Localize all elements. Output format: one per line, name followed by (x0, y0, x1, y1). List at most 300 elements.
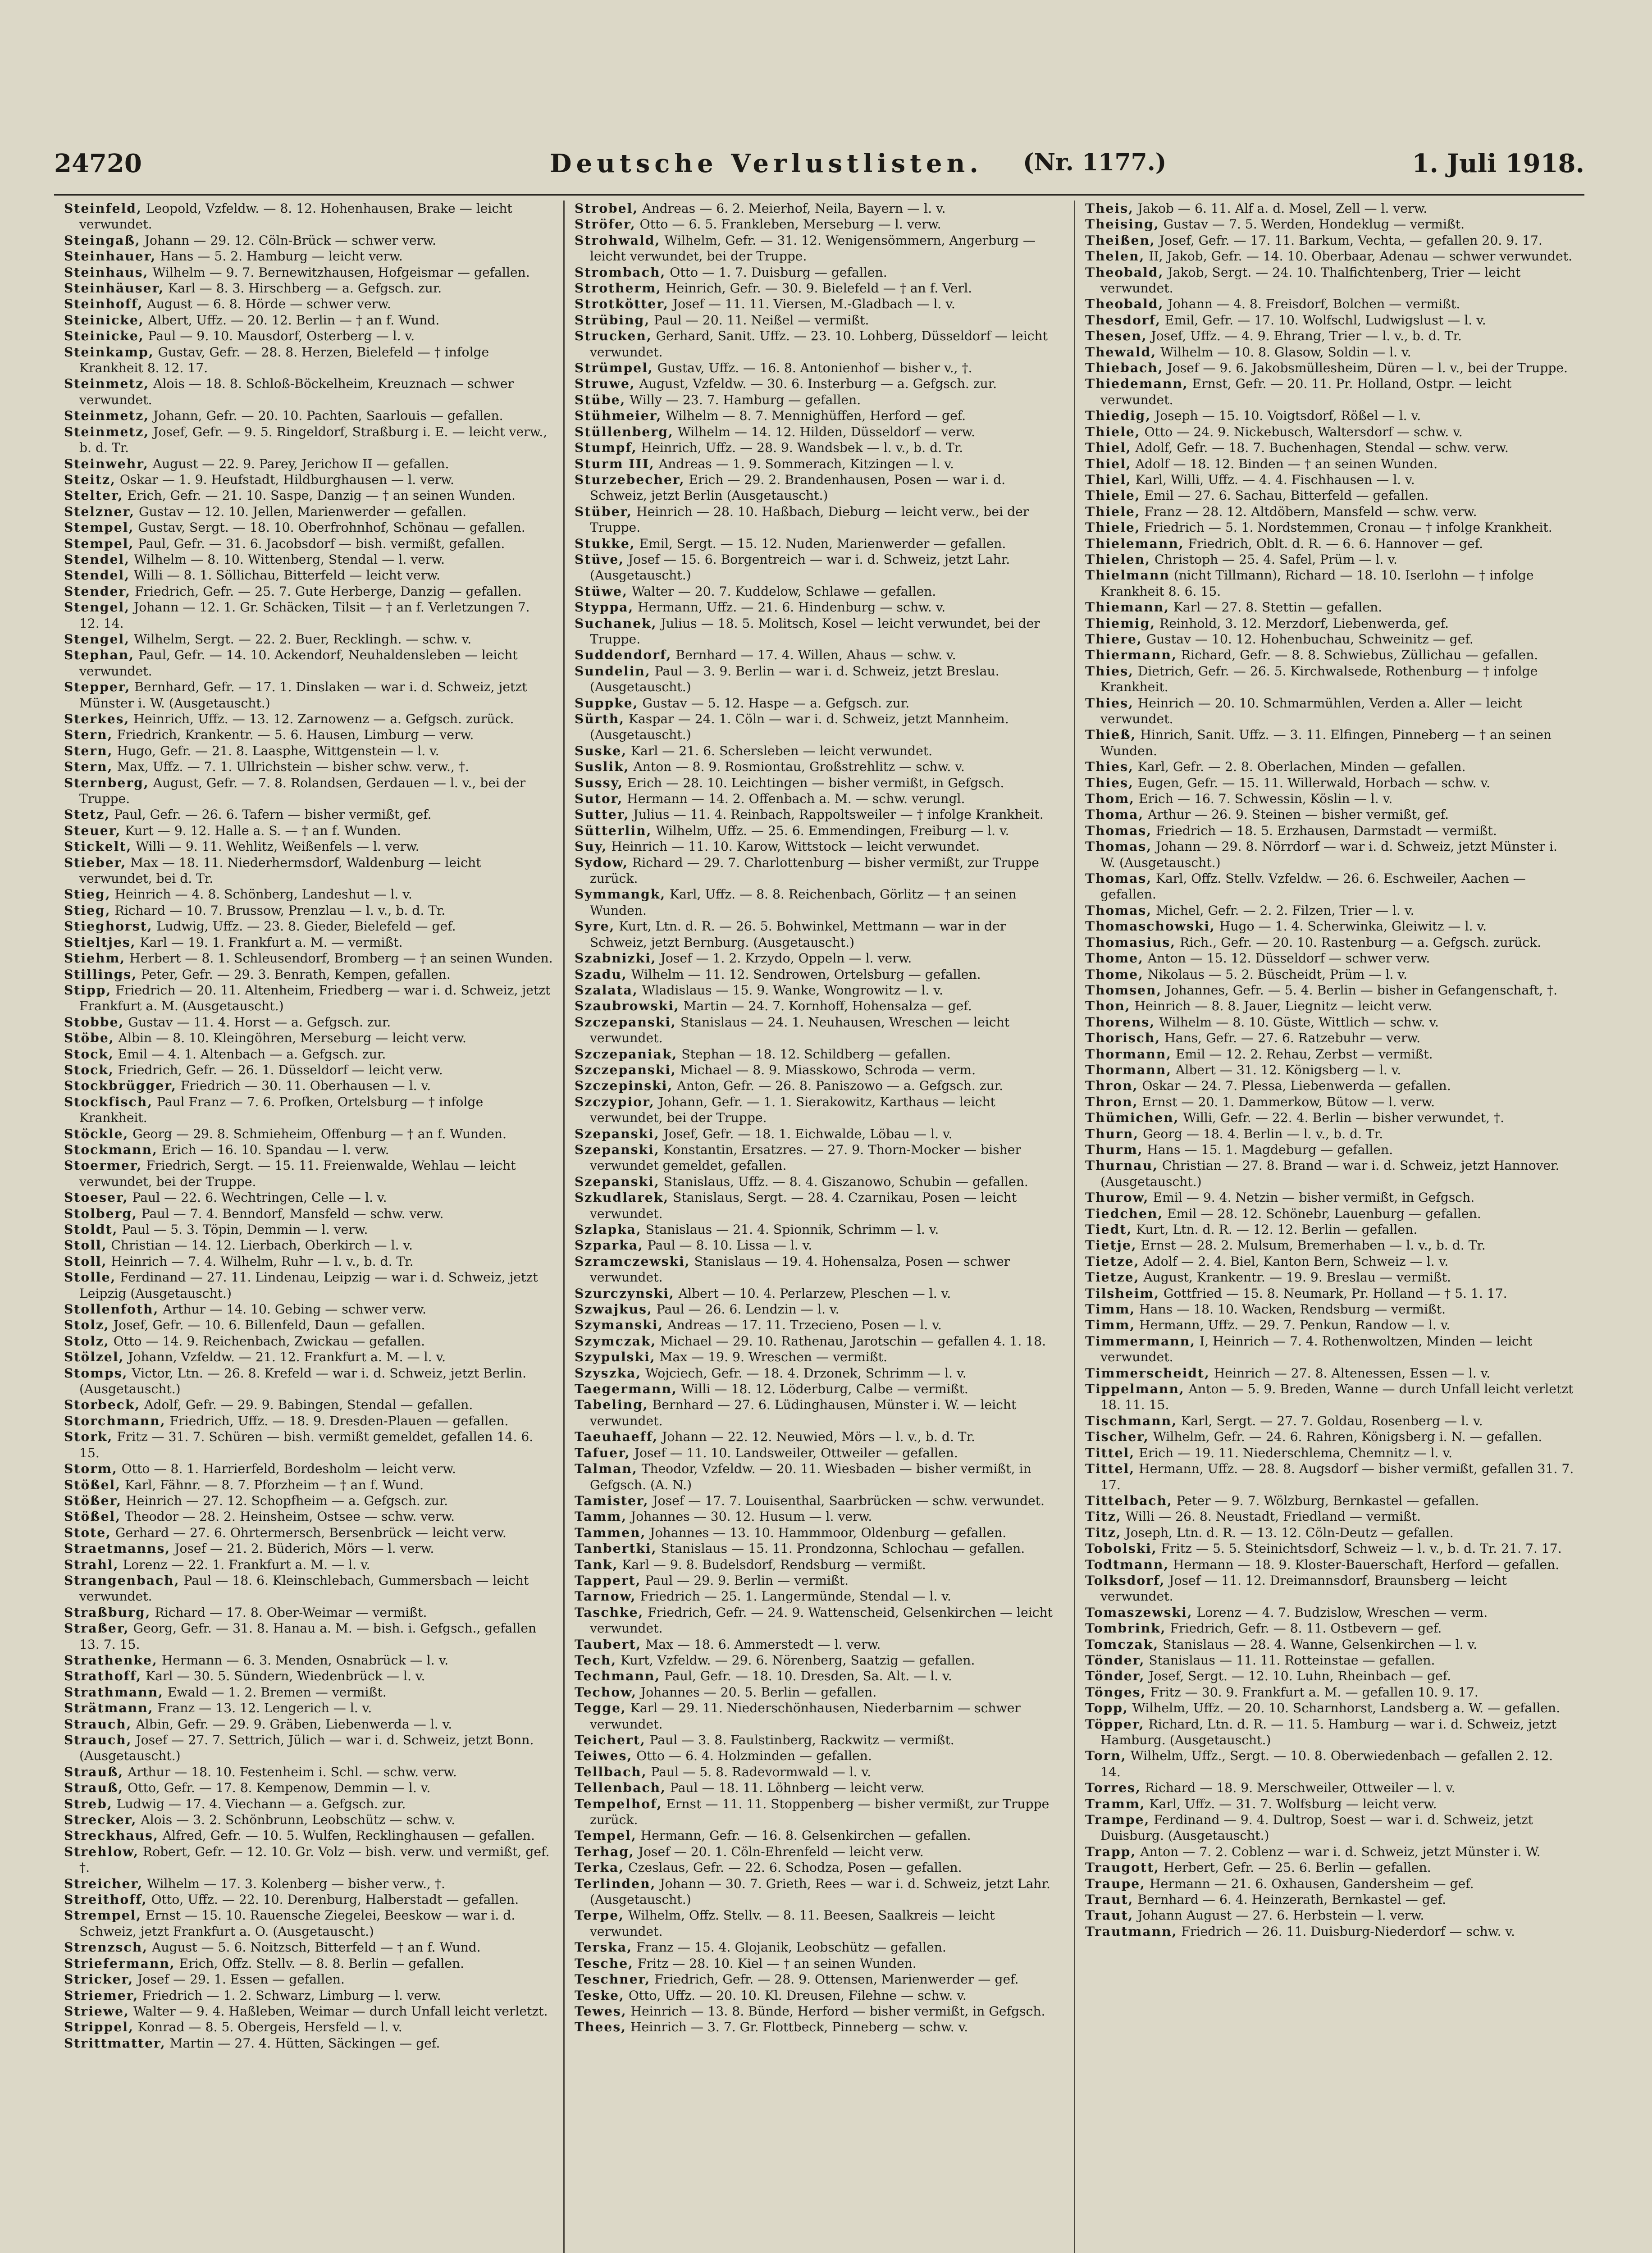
list-item (64, 1158, 553, 1190)
list-item (1085, 201, 1574, 216)
entry-details: Johann, Gefr. — 1. 1. Sierakowitz, Karthaus — leicht verwundet, bei der Truppe. (590, 1094, 995, 1126)
list-item (64, 1429, 553, 1461)
entry-surname: Stempel, (64, 520, 134, 535)
entry-surname: Tittel, (1085, 1445, 1135, 1460)
entry-surname: Stukke, (575, 536, 635, 551)
entry-details: Erich, Gefr. — 21. 10. Saspe, Danzig — † an seinen Wunden. (127, 488, 516, 503)
entry-surname: Strecker, (64, 1812, 137, 1828)
entry-surname: Stoldt, (64, 1222, 118, 1237)
list-item (1085, 1700, 1574, 1716)
list-item (575, 1381, 1064, 1397)
list-item (1085, 552, 1574, 567)
entry-surname: Stendel, (64, 552, 130, 567)
entry-surname: Stölzel, (64, 1350, 124, 1365)
entry-details: Ernst — 20. 1. Dammerkow, Bütow — l. verw. (1142, 1094, 1435, 1109)
list-item (64, 1796, 553, 1812)
entry-details: Erich — 29. 2. Brandenhausen, Posen — war i. d. Schweiz, jetzt Berlin (Ausgetauscht.) (590, 472, 1006, 503)
entry-details: Konstantin, Ersatzres. — 27. 9. Thorn-Mocker — bisher verwundet gemeldet, gefallen. (590, 1142, 1021, 1173)
list-item (64, 488, 553, 503)
entry-surname: Sürth, (575, 711, 625, 726)
entry-details: Joseph — 15. 10. Voigtsdorf, Rößel — l. v. (1155, 408, 1421, 424)
entry-details: Heinrich — 7. 4. Wilhelm, Ruhr — l. v., b. d. Tr. (111, 1254, 414, 1269)
entry-surname: Taubert, (575, 1637, 642, 1652)
entry-surname: Stößer, (64, 1493, 122, 1508)
entry-details: Friedrich, Sergt. — 15. 11. Freienwalde, Wehlau — leicht verwundet, bei der Truppe. (79, 1158, 516, 1189)
entry-surname: Thomas, (1085, 903, 1152, 918)
entry-surname: Thesen, (1085, 328, 1147, 344)
entry-surname: Steinfeld, (64, 201, 142, 216)
list-item (1085, 1892, 1574, 1907)
list-item (575, 472, 1064, 504)
entry-surname: Thümichen, (1085, 1110, 1179, 1126)
list-item (575, 982, 1064, 998)
entry-details: Wilhelm, Sergt. — 22. 2. Buer, Recklingh. — schw. v. (133, 631, 472, 647)
entry-details: Stanislaus — 28. 4. Wanne, Gelsenkirchen — l. v. (1163, 1637, 1478, 1652)
entry-surname: Tarnow, (575, 1589, 636, 1604)
entry-details: Willi — 8. 1. Söllichau, Bitterfeld — leicht verw. (133, 568, 441, 583)
entry-surname: Striewe, (64, 2003, 129, 2019)
entry-surname: Stieghorst, (64, 919, 153, 934)
list-item (64, 344, 553, 376)
entry-surname: Thurn, (1085, 1126, 1139, 1141)
list-item (64, 1684, 553, 1700)
entry-details: Friedrich — 20. 11. Altenheim, Friedberg — war i. d. Schweiz, jetzt Frankfurt a. M. (Ausgetauscht.) (79, 982, 551, 1014)
entry-surname: Stüber, (575, 504, 633, 519)
entry-details: Hans — 5. 2. Hamburg — leicht verw. (160, 249, 403, 264)
entry-details: Hinrich, Sanit. Uffz. — 3. 11. Elfingen, Pinneberg — † an seinen Wunden. (1100, 727, 1552, 758)
list-item (64, 1652, 553, 1668)
entry-details: Johann — 30. 7. Grieth, Rees — war i. d. Schweiz, jetzt Lahr. (Ausgetauscht.) (590, 1876, 1050, 1907)
entry-surname: Torn, (1085, 1748, 1127, 1764)
list-item (64, 1988, 553, 2003)
list-item (1085, 1030, 1574, 1046)
entry-details: Emil — 12. 2. Rehau, Zerbst — vermißt. (1175, 1046, 1433, 1062)
entry-details: Andreas — 6. 2. Meierhof, Neila, Bayern — l. v. (642, 201, 946, 216)
list-item (64, 1716, 553, 1732)
list-item (575, 791, 1064, 807)
list-item (64, 967, 553, 982)
list-item (575, 775, 1064, 791)
list-item (1085, 1844, 1574, 1860)
list-item (575, 759, 1064, 775)
entry-surname: Stengel, (64, 600, 130, 615)
entry-surname: Tiedchen, (1085, 1206, 1164, 1221)
entry-surname: Traut, (1085, 1908, 1134, 1923)
list-item (64, 1046, 553, 1062)
entry-details: Gustav, Sergt. — 18. 10. Oberfrohnhof, Schönau — gefallen. (138, 520, 525, 535)
entry-surname: Striefermann, (64, 1956, 175, 1971)
entry-surname: Strohwald, (575, 233, 661, 248)
entry-details: (nicht Tillmann), Richard — 18. 10. Iserlohn — † infolge Krankheit 8. 6. 15. (1100, 568, 1534, 599)
entry-surname: Thorisch, (1085, 1031, 1161, 1046)
entry-surname: Stoeser, (64, 1190, 128, 1205)
entry-details: Walter — 20. 7. Kuddelow, Schlawe — gefallen. (631, 584, 936, 599)
entry-surname: Steinwehr, (64, 456, 149, 471)
list-item (575, 1541, 1064, 1556)
entry-details: Gustav — 10. 12. Hohenbuchau, Schweinitz — gef. (1146, 631, 1474, 647)
entry-details: Wilhelm — 14. 12. Hilden, Düsseldorf — verw. (677, 424, 976, 439)
entry-details: Johann — 29. 8. Nörrdorf — war i. d. Schweiz, jetzt Münster i. W. (Ausgetauscht.) (1100, 839, 1557, 870)
entry-details: Erich — 19. 11. Niederschlema, Chemnitz — l. v. (1139, 1445, 1453, 1460)
list-item (64, 1254, 553, 1269)
entry-details: Richard — 18. 9. Merschweiler, Ottweiler — l. v. (1145, 1780, 1456, 1796)
entry-surname: Steitz, (64, 472, 116, 487)
entry-details: Albert — 31. 12. Königsberg — l. v. (1175, 1062, 1401, 1077)
entry-details: Alfred, Gefr. — 10. 5. Wulfen, Recklinghausen — gefallen. (162, 1828, 535, 1843)
issue-number: (Nr. 1177.) (1023, 149, 1167, 176)
list-item (64, 1237, 553, 1253)
entry-surname: Strippel, (64, 2020, 134, 2035)
list-item (575, 424, 1064, 440)
entry-details: Paul — 3. 9. Berlin — war i. d. Schweiz, jetzt Breslau. (Ausgetauscht.) (590, 663, 999, 695)
entry-surname: Szkudlarek, (575, 1190, 669, 1205)
entry-surname: Stüve, (575, 552, 624, 567)
entry-details: Karl, Offz. Stellv. Vzfeldw. — 26. 6. Eschweiler, Aachen — gefallen. (1100, 871, 1526, 902)
list-item (64, 1014, 553, 1030)
entry-details: Hermann, Uffz. — 28. 8. Augsdorf — bisher vermißt, gefallen 31. 7. 17. (1100, 1461, 1574, 1492)
entry-details: Heinrich, Gefr. — 30. 9. Bielefeld — † an f. Verl. (665, 281, 972, 296)
list-item (1085, 1094, 1574, 1110)
entry-details: Otto, Uffz. — 20. 10. Kl. Dreusen, Filehne — schw. v. (628, 1988, 967, 2003)
entry-surname: Terska, (575, 1940, 633, 1955)
entry-details: Karl — 29. 11. Niederschönhausen, Niederbarnim — schwer verwundet. (590, 1701, 1021, 1732)
entry-surname: Tech, (575, 1652, 617, 1668)
entry-surname: Strathoff, (64, 1669, 142, 1684)
entry-details: Johannes, Gefr. — 5. 4. Berlin — bisher in Gefangenschaft, †. (1166, 982, 1558, 998)
list-item (1085, 950, 1574, 966)
list-item (64, 2035, 553, 2051)
list-item (575, 1429, 1064, 1445)
entry-details: Paul, Gefr. — 14. 10. Ackendorf, Neuhaldensleben — leicht verwundet. (79, 648, 518, 679)
list-item (64, 248, 553, 264)
entry-surname: Tönder, (1085, 1652, 1145, 1668)
entry-details: Hermann, Uffz. — 21. 6. Hindenburg — schw. v. (638, 600, 946, 615)
list-item (575, 536, 1064, 552)
entry-details: Paul — 3. 8. Faulstinberg, Rackwitz — vermißt. (649, 1733, 954, 1747)
list-item (575, 376, 1064, 392)
entry-surname: Tischmann, (1085, 1413, 1177, 1428)
entry-details: Gerhard — 27. 6. Ohrtermersch, Bersenbrück — leicht verw. (115, 1525, 507, 1540)
entry-surname: Stote, (64, 1525, 111, 1540)
entry-details: Friedrich, Uffz. — 18. 9. Dresden-Plauen — gefallen. (169, 1413, 509, 1428)
entry-details: Gustav — 5. 12. Haspe — a. Gefgsch. zur. (642, 695, 910, 711)
list-item (1085, 1286, 1574, 1301)
entry-surname: Strittmatter, (64, 2035, 166, 2051)
entry-surname: Stöbe, (64, 1031, 114, 1046)
entry-surname: Thiele, (1085, 504, 1141, 519)
entry-details: Stanislaus — 24. 1. Neuhausen, Wreschen — leicht verwundet. (590, 1014, 1010, 1046)
entry-details: Ernst, Gefr. — 20. 11. Pr. Holland, Ostpr. — leicht verwundet. (1100, 376, 1512, 407)
entry-details: Friedrich — 18. 5. Erzhausen, Darmstadt — vermißt. (1156, 823, 1497, 838)
entry-details: Richard — 17. 8. Ober-Weimar — vermißt. (155, 1605, 427, 1620)
entry-surname: Sydow, (575, 855, 629, 870)
entry-details: Martin — 24. 7. Kornhoff, Hohensalza — gef. (683, 999, 972, 1014)
entry-surname: Terlinden, (575, 1876, 656, 1891)
list-item (1085, 839, 1574, 871)
list-item (64, 1413, 553, 1429)
entry-details: Ernst — 11. 11. Stoppenberg — bisher vermißt, zur Truppe zurück. (590, 1796, 1050, 1828)
entry-surname: Szramczewski, (575, 1254, 690, 1269)
entry-details: Gerhard, Sanit. Uffz. — 23. 10. Lohberg, Düsseldorf — leicht verwundet. (590, 328, 1048, 360)
entry-details: Josef, Gefr. — 17. 11. Barkum, Vechta, — gefallen 20. 9. 17. (1159, 233, 1542, 248)
entry-surname: Töpper, (1085, 1716, 1145, 1732)
entry-surname: Thormann, (1085, 1046, 1172, 1062)
entry-surname: Steinmetz, (64, 408, 150, 424)
list-item (1085, 1541, 1574, 1556)
list-item (1085, 1110, 1574, 1126)
entry-details: Rich., Gefr. — 20. 10. Rastenburg — a. Gefgsch. zurück. (1180, 935, 1542, 950)
entry-details: Joseph, Ltn. d. R. — 13. 12. Cöln-Deutz — gefallen. (1125, 1525, 1454, 1540)
list-item (1085, 1429, 1574, 1445)
list-item (575, 1668, 1064, 1684)
entry-surname: Sütterlin, (575, 823, 652, 838)
list-item (64, 1732, 553, 1764)
entry-details: Christian — 14. 12. Lierbach, Oberkirch — l. v. (111, 1238, 413, 1253)
entry-details: Karl, Fähnr. — 8. 7. Pforzheim — † an f. Wund. (125, 1477, 424, 1492)
entry-details: Otto, Uffz. — 22. 10. Derenburg, Halberstadt — gefallen. (151, 1892, 519, 1907)
list-item (575, 296, 1064, 312)
list-item (1085, 233, 1574, 248)
entry-details: Willi — 18. 12. Löderburg, Calbe — vermißt. (681, 1382, 968, 1397)
list-item (1085, 328, 1574, 344)
list-item (575, 1349, 1064, 1365)
entry-surname: Stößel, (64, 1509, 121, 1524)
list-item (64, 1573, 553, 1605)
entry-surname: Sturm III, (575, 456, 655, 471)
list-item (64, 727, 553, 743)
entry-surname: Tanbertki, (575, 1541, 657, 1556)
entry-details: Stanislaus — 11. 11. Rotteinstae — gefallen. (1149, 1652, 1435, 1668)
list-item (1085, 248, 1574, 264)
entry-surname: Stollenfoth, (64, 1302, 159, 1317)
list-item (1085, 1269, 1574, 1285)
header-rule (54, 194, 1584, 196)
entry-surname: Suddendorf, (575, 648, 672, 663)
entry-details: Josef — 9. 6. Jakobsmüllesheim, Düren — l. v., bei der Truppe. (1167, 360, 1568, 376)
list-item (575, 1652, 1064, 1668)
entry-details: Michel, Gefr. — 2. 2. Filzen, Trier — l. v. (1156, 903, 1415, 918)
entry-surname: Szwajkus, (575, 1302, 653, 1317)
entry-details: Paul — 8. 10. Lissa — l. v. (647, 1238, 812, 1253)
entry-details: Theodor — 28. 2. Heinsheim, Ostsee — schw. verw. (125, 1509, 455, 1524)
entry-details: Bernhard, Gefr. — 17. 1. Dinslaken — war i. d. Schweiz, jetzt Münster i. W. (Ausgetauscht.) (79, 680, 527, 711)
entry-details: Otto — 6. 4. Holzminden — gefallen. (636, 1748, 872, 1764)
entry-surname: Strehlow, (64, 1844, 139, 1859)
entry-details: Stanislaus, Sergt. — 28. 4. Czarnikau, Posen — leicht verwundet. (590, 1190, 1017, 1221)
list-item (64, 599, 553, 631)
entry-surname: Strauß, (64, 1764, 124, 1779)
list-item (1085, 998, 1574, 1014)
entry-surname: Szymanski, (575, 1318, 664, 1333)
entry-surname: Steinhaus, (64, 265, 149, 280)
entry-surname: Streithoff, (64, 1892, 147, 1907)
list-item (1085, 1620, 1574, 1636)
list-item (575, 1971, 1064, 1987)
entry-details: Kurt — 9. 12. Halle a. S. — † an f. Wunden. (125, 823, 401, 838)
list-item (575, 1907, 1064, 1939)
list-item (1085, 488, 1574, 503)
entry-details: Josef — 11. 11. Viersen, M.-Gladbach — l. v. (672, 296, 955, 312)
entry-details: Christoph — 25. 4. Safel, Prüm — l. v. (1155, 552, 1398, 567)
list-item (575, 440, 1064, 456)
list-item (64, 1764, 553, 1780)
entry-details: Otto, Gefr. — 17. 8. Kempenow, Demmin — l. v. (128, 1780, 431, 1796)
list-item (575, 312, 1064, 328)
entry-details: Paul — 5. 3. Töpin, Demmin — l. verw. (122, 1222, 368, 1237)
entry-surname: Thomsen, (1085, 982, 1162, 998)
list-item (64, 823, 553, 839)
entry-surname: Timm, (1085, 1302, 1136, 1317)
list-item (575, 1844, 1064, 1860)
entry-details: Kaspar — 24. 1. Cöln — war i. d. Schweiz, jetzt Mannheim. (Ausgetauscht.) (590, 711, 1009, 743)
entry-details: Johann — 22. 12. Neuwied, Mörs — l. v., b. d. Tr. (662, 1429, 975, 1445)
entry-details: Josef — 11. 12. Dreimannsdorf, Braunsberg — leicht verwundet. (1100, 1573, 1507, 1604)
entry-surname: Titz, (1085, 1525, 1122, 1540)
entry-details: Fritz — 31. 7. Schüren — bish. vermißt gemeldet, gefallen 14. 6. 15. (79, 1429, 534, 1460)
entry-surname: Terka, (575, 1860, 625, 1875)
entry-surname: Sterkes, (64, 711, 130, 726)
list-item (1085, 360, 1574, 376)
entry-details: Otto — 14. 9. Reichenbach, Zwickau — gefallen. (113, 1333, 425, 1349)
entry-surname: Thormann, (1085, 1062, 1172, 1077)
list-item (64, 935, 553, 950)
entry-surname: Steinhauer, (64, 249, 156, 264)
list-item (64, 918, 553, 934)
entry-surname: Tammen, (575, 1525, 646, 1540)
entry-details: Heinrich — 11. 10. Karow, Wittstock — leicht verwundet. (611, 839, 980, 854)
entry-details: Heinrich, Uffz. — 13. 12. Zarnowenz — a. Gefgsch. zurück. (133, 711, 514, 726)
list-item (575, 1046, 1064, 1062)
entry-surname: Thomas, (1085, 871, 1152, 886)
list-item (575, 1509, 1064, 1524)
page-number: 24720 (54, 149, 142, 178)
entry-details: Josef — 20. 1. Cöln-Ehrenfeld — leicht verw. (638, 1844, 924, 1859)
entry-surname: Trapp, (1085, 1844, 1136, 1859)
entry-details: Julius — 11. 4. Reinbach, Rappoltsweiler — † infolge Krankheit. (633, 807, 1044, 822)
list-item (1085, 663, 1574, 695)
list-item (1085, 1190, 1574, 1205)
list-item (1085, 918, 1574, 934)
entry-details: Gustav, Gefr. — 28. 8. Herzen, Bielefeld — † infolge Krankheit 8. 12. 17. (79, 344, 489, 376)
list-item (1085, 408, 1574, 424)
list-item (575, 1700, 1064, 1732)
list-item (575, 392, 1064, 408)
entry-details: Wilhelm — 8. 10. Wittenberg, Stendal — l. verw. (133, 552, 445, 567)
entry-surname: Szabnizki, (575, 951, 657, 966)
entry-details: Heinrich — 27. 8. Altenessen, Essen — l. v. (1214, 1365, 1491, 1381)
entry-details: Peter, Gefr. — 29. 3. Benrath, Kempen, gefallen. (141, 967, 451, 982)
list-item (575, 1525, 1064, 1541)
entry-details: Christian — 27. 8. Brand — war i. d. Schweiz, jetzt Hannover. (Ausgetauscht.) (1100, 1158, 1560, 1189)
entry-details: Friedrich, Gefr. — 8. 11. Ostbevern — gef. (1170, 1621, 1442, 1636)
entry-surname: Trampe, (1085, 1812, 1150, 1828)
list-item (1085, 472, 1574, 488)
entry-surname: Stelter, (64, 488, 123, 503)
entry-details: Stephan — 18. 12. Schildberg — gefallen. (681, 1046, 951, 1062)
entry-details: Heinrich — 20. 10. Schmarmühlen, Verden a. Aller — leicht verwundet. (1100, 695, 1522, 726)
entry-details: Richard, Gefr. — 8. 8. Schwiebus, Züllichau — gefallen. (1181, 648, 1538, 663)
entry-details: Wilhelm — 9. 7. Bernewitzhausen, Hofgeismar — gefallen. (152, 265, 530, 280)
entry-surname: Tafuer, (575, 1445, 630, 1460)
entry-details: Willi, Gefr. — 22. 4. Berlin — bisher verwundet, †. (1183, 1110, 1505, 1126)
list-item (64, 1907, 553, 1939)
list-item (1085, 935, 1574, 950)
entry-surname: Stolberg, (64, 1206, 137, 1221)
entry-surname: Trautmann, (1085, 1924, 1177, 1939)
entry-details: Andreas — 17. 11. Trzecieno, Posen — l. v. (667, 1318, 942, 1333)
list-item (64, 886, 553, 902)
entry-surname: Strobel, (575, 201, 639, 216)
entry-surname: Szaubrowski, (575, 999, 680, 1014)
entry-surname: Szczepaniak, (575, 1046, 678, 1062)
entry-surname: Stößel, (64, 1477, 121, 1492)
entry-details: Friedrich, Krankentr. — 5. 6. Hausen, Limburg — verw. (117, 727, 474, 743)
list-item (575, 616, 1064, 648)
entry-surname: Szymczak, (575, 1333, 657, 1349)
list-item (575, 1796, 1064, 1828)
list-item (575, 233, 1064, 265)
entry-details: Karl, Uffz. — 31. 7. Wolfsburg — leicht verw. (1149, 1796, 1437, 1811)
list-item (1085, 1525, 1574, 1541)
entry-surname: Thurm, (1085, 1142, 1143, 1157)
list-item (1085, 216, 1574, 232)
list-item (575, 1062, 1064, 1078)
list-item (64, 759, 553, 775)
entry-surname: Tegge, (575, 1701, 626, 1716)
list-item (64, 1876, 553, 1892)
entry-surname: Titz, (1085, 1509, 1122, 1524)
entry-details: Josef — 27. 7. Settrich, Jülich — war i. d. Schweiz, jetzt Bonn. (Ausgetauscht.) (79, 1733, 534, 1764)
list-item (575, 1237, 1064, 1253)
entry-details: Eugen, Gefr. — 15. 11. Willerwald, Horbach — schw. v. (1137, 775, 1491, 790)
list-item (64, 1461, 553, 1477)
list-item (1085, 599, 1574, 615)
entry-details: Anton, Gefr. — 26. 8. Paniszowo — a. Gefgsch. zur. (677, 1078, 1004, 1094)
list-item (1085, 440, 1574, 456)
entry-details: Johann August — 27. 6. Herbstein — l. verw. (1137, 1908, 1424, 1923)
entry-details: Arthur — 26. 9. Steinen — bisher vermißt, gef. (1148, 807, 1449, 822)
list-item (64, 536, 553, 552)
entry-surname: Stieg, (64, 887, 111, 902)
entry-details: Paul — 29. 9. Berlin — vermißt. (645, 1573, 849, 1588)
entry-surname: Stock, (64, 1062, 114, 1077)
entry-surname: Straßburg, (64, 1605, 151, 1620)
list-item (64, 1477, 553, 1493)
entry-surname: Thiebach, (1085, 360, 1164, 376)
entry-surname: Sturzebecher, (575, 472, 685, 487)
entry-surname: Tesche, (575, 1956, 634, 1971)
entry-details: Johann — 29. 12. Cöln-Brück — schwer verw. (144, 233, 436, 248)
entry-details: Karl — 27. 8. Stettin — gefallen. (1173, 600, 1383, 615)
entry-surname: Steinmetz, (64, 424, 150, 439)
list-item (575, 599, 1064, 615)
entry-details: Emil — 27. 6. Sachau, Bitterfeld — gefallen. (1144, 488, 1429, 503)
entry-surname: Teske, (575, 1988, 625, 2003)
list-item (1085, 1301, 1574, 1317)
entry-surname: Theobald, (1085, 265, 1164, 280)
list-item (64, 1956, 553, 1971)
entry-surname: Sternberg, (64, 775, 149, 790)
list-item (64, 1493, 553, 1509)
entry-surname: Strathenke, (64, 1652, 158, 1668)
entry-surname: Steinhoff, (64, 296, 143, 312)
entry-details: Johann, Vzfeldw. — 21. 12. Frankfurt a. M. — l. v. (128, 1350, 446, 1365)
entry-surname: Thomas, (1085, 839, 1152, 854)
list-item (1085, 1078, 1574, 1094)
list-item (575, 1301, 1064, 1317)
list-item (575, 1254, 1064, 1286)
list-item (1085, 1206, 1574, 1222)
